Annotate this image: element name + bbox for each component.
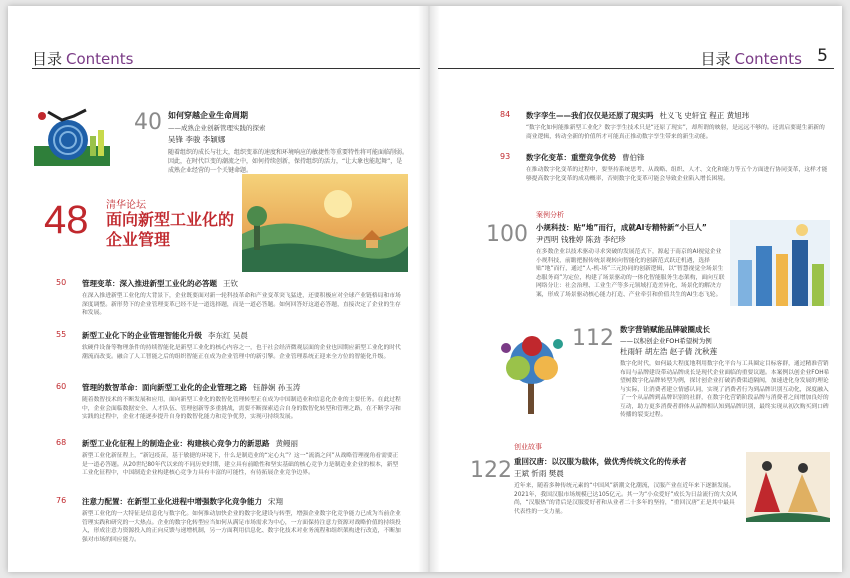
entry-40-summary: 随着组织的成长与壮大，组织变革的速度和环境响应的敏捷性等重要特性将可能面临削弱。因此，在时代巨变的潮流之中，如何持续创新，保持组织的活力，“让大象也能起舞”，是成熟企业经营的一个关键命题。 — [168, 149, 409, 174]
article-authors: 钰静娴 孙玉涛 — [253, 383, 301, 392]
case-100-number: 100 — [486, 222, 528, 247]
contents-header — [701, 48, 803, 69]
article-authors: 李东红 吴晨 — [208, 331, 248, 340]
header-en: Contents — [66, 50, 134, 68]
header-rule — [32, 68, 420, 69]
entry-40[interactable] — [168, 110, 408, 175]
case-112[interactable] — [620, 324, 834, 420]
tree-illustration — [492, 328, 572, 418]
article-summary: 新型工业化的一大特征是信息化与数字化。如何推动加快企业的数字化建设与转型，增强企业数字化竞争能力已成为当前企业管理实践和研究的一大热点。企业的数字化转型应当如何从满足市场需求为中心，一方面保持注意力资源对战略价值的持续投入，形成注意力资源投入的正向反馈与递增机制，另一方面利用信息化、数字化技术对业务流程和组织架构进行改造，不断加强对市场的回应能力。 — [82, 511, 401, 543]
entry-40-number: 40 — [134, 110, 162, 135]
article-number: 50 — [56, 278, 67, 287]
case-112-number: 112 — [572, 326, 614, 351]
article-number: 60 — [56, 382, 67, 391]
story-122[interactable] — [514, 456, 740, 516]
right-page — [430, 6, 842, 572]
feature-48-kicker: 清华论坛 — [106, 200, 146, 211]
entry-40-title: 如何穿越企业生命周期 — [168, 111, 248, 120]
hanfu-illustration — [746, 452, 830, 522]
case-title: 数字营销赋能品牌破圈成长 — [620, 325, 710, 334]
section-story-label: 创业故事 — [514, 443, 542, 451]
case-authors: 尹西明 钱雅婷 陈劲 李纪珍 — [536, 235, 626, 244]
story-authors: 王斌 忻雨 樊晨 — [514, 469, 564, 478]
article-authors: 宋翔 — [268, 497, 283, 506]
article-title: 注意力配置：在新型工业化进程中增强数字化竞争能力 — [82, 497, 262, 506]
article-summary: 软硬件设备等物理条件的持续智能化是新型工业化的核心内容之一，也于社会经济微观层面的企业也因期应新型工业化的时代潮流而改变。融合了人工智能之后的组织智能正在成为企业管理中的新引擎。企业管理系统正迎来全方位的智能化升级。 — [82, 345, 401, 360]
entry-40-subtitle: ——成熟企业创新管理实践的探索 — [168, 124, 266, 132]
article-number: 84 — [500, 110, 511, 119]
case-summary: 在多数企业以技术驱动寻求突破的发展范式下，源起于南京的AI视觉企业小规科技，前瞻把握传统景观转向智能化的创新范式跃迁机遇，选择贴“地”而行，通过“人-机-场”三元协同的创新逻辑，以“智慧视觉全场景生态服务商”为定位，构建了场景驱动的一体化智能服务生态架构，面向互联网络分让：社会治理、工业生产等多元领域打造差异化、场景化的解决方案，形成了场景驱动核心能力打造、产业牵引和价值共生的AI生态飞轮。 — [536, 249, 725, 298]
header-cn: 目录 — [32, 50, 63, 68]
article-summary: 在推动数字化变革的过程中，要坚持系统思考、从战略、组织、人才、文化和能力等五个方面进行协同变革，这样才能够提高数字化变革的成功概率，否则数字化变革可能会导致企业陷入增长困境。 — [526, 167, 828, 182]
article-summary: 新型工业化新征程上，“新冠疫苗，基于敏捷的环境下，什么是制造业的“定心丸”？这一“流淌之问”从战略管理视角看需要正是一道必答题。从20世纪80年代以来的不同历史时期，建立具有前瞻性和坚实基础的核心竞争力是制造业企业的根本，新型工业化征程中，中国制造企业构建核心竞争力具有丰富的可能性，有待拓展企业竞争边界。 — [82, 453, 399, 476]
city-illustration — [730, 220, 830, 306]
section-case-label: 案例分析 — [536, 211, 564, 219]
article-title: 管理变革：深入推进新型工业化的必答题 — [82, 279, 217, 288]
story-122-number: 122 — [470, 458, 512, 483]
header-en: Contents — [734, 50, 802, 68]
feature-48-headline: 面向新型工业化的企业管理 — [106, 210, 235, 249]
article-number: 93 — [500, 152, 511, 161]
header-rule — [438, 68, 834, 69]
header-cn: 目录 — [700, 50, 731, 68]
story-summary: 近年来，随着多种传统元素的“中国风”新潮文化潮流，汉服产业在近年来下逐渐发展。2021年，我国汉服市场规模已达105亿元。其一为“小众爱好”成长为日益流行的大众风尚，“汉服热”的背后是汉服爱好者和从业者二十多年的坚持，“重回汉唐”正是其中最具代表性的一支力量。 — [514, 483, 738, 515]
left-page — [8, 6, 426, 572]
article-authors: 王钦 — [223, 279, 238, 288]
article-summary: “数字化如何能推新型工业化？数字孪生技术只是“还原了现实”，却所谓的映射，是远远不够的。还需启要诞生新新的商业逻辑，转动全新的价值所才可能真正推动数字孪生带来的新生动能。 — [526, 125, 825, 140]
article-title: 数字化变革：重塑竞争优势 — [526, 153, 616, 162]
article-title: 管理的数智革命：面向新型工业化的企业管理之路 — [82, 383, 247, 392]
entry-40-authors: 吴锋 李骏 李颖娜 — [168, 135, 226, 144]
case-summary: 数字化时代，如何最大程度地利用数字化平台与工具圈定目标客群，通过精准营销布局与品牌建设带动品牌成长是现代企业面临的重要议题。本案例以创企业FOH希望树数字化品牌转型为例，探讨创企业打破消费渠道隔阂，加速进化身发展的理论与实际，让消费者建立情感认同，实现了消费者行为到品牌识别互动化，深度融入了一个从品牌到品牌识别的社群，在数字化营销阶段品牌与消费者之间增加良好的互动，助力更多消费者群体从品牌相认知到品牌识别，最终实现从初次购买到口碑传播的裂变过程。 — [620, 361, 830, 418]
story-title: 重回汉唐：以汉服为载体，做优秀传统文化的传承者 — [514, 457, 687, 466]
article-title: 数字孪生——我们仅仅是还原了现实吗 — [526, 111, 654, 120]
globe-illustration — [34, 102, 110, 166]
contents-header — [32, 48, 134, 69]
article-authors: 杜义飞 史轩宜 程正 黄旭玮 — [659, 111, 750, 120]
case-subtitle: ——以积创企业FOH希望树为例 — [620, 337, 712, 345]
article-title: 新型工业化下的企业管理智能化升级 — [82, 331, 202, 340]
article-summary: 在深入推进新型工业化的大背景下，企业既要面对新一轮科技革命和产业变革突飞猛进，还要积极应对全球产业链格局和市场深度调整。新形势下的企业管理变革已经不是一道选择题，而是一道必答题。如何回答好这道必答题，直接决定了企业的生存和发展。 — [82, 293, 401, 316]
article-title: 新型工业化征程上的制造企业：构建核心竞争力的新思路 — [82, 439, 270, 448]
article-number: 55 — [56, 330, 67, 339]
page-number: 5 — [817, 46, 828, 66]
feature-48-number: 48 — [44, 198, 89, 242]
magazine-spread — [8, 6, 842, 572]
case-100[interactable] — [536, 222, 726, 299]
article-authors: 曹伯锋 — [622, 153, 645, 162]
article-summary: 随着数智技术的不断发展和应用，面向新型工业化的数智化管理转型正在成为中国制造业和信息化企业的主要任务。在此过程中，企业会面临数据安全、人才队伍、管理创新等多重挑战，需要不断探索适合自身的数智化转型和管理之路，在不断学习和实践的过程中，企业才能逐步提升自身的数智化能力和竞争优势，实现可持续发展。 — [82, 397, 401, 420]
article-authors: 黄鳗丽 — [275, 439, 298, 448]
case-authors: 杜雨轩 胡左浩 赵子倩 沈秋莲 — [620, 347, 718, 356]
article-number: 68 — [56, 438, 67, 447]
landscape-illustration — [242, 174, 408, 272]
article-number: 76 — [56, 496, 67, 505]
case-title: 小规科技：贴“地”而行，成就AI专精特新“小巨人” — [536, 223, 707, 232]
